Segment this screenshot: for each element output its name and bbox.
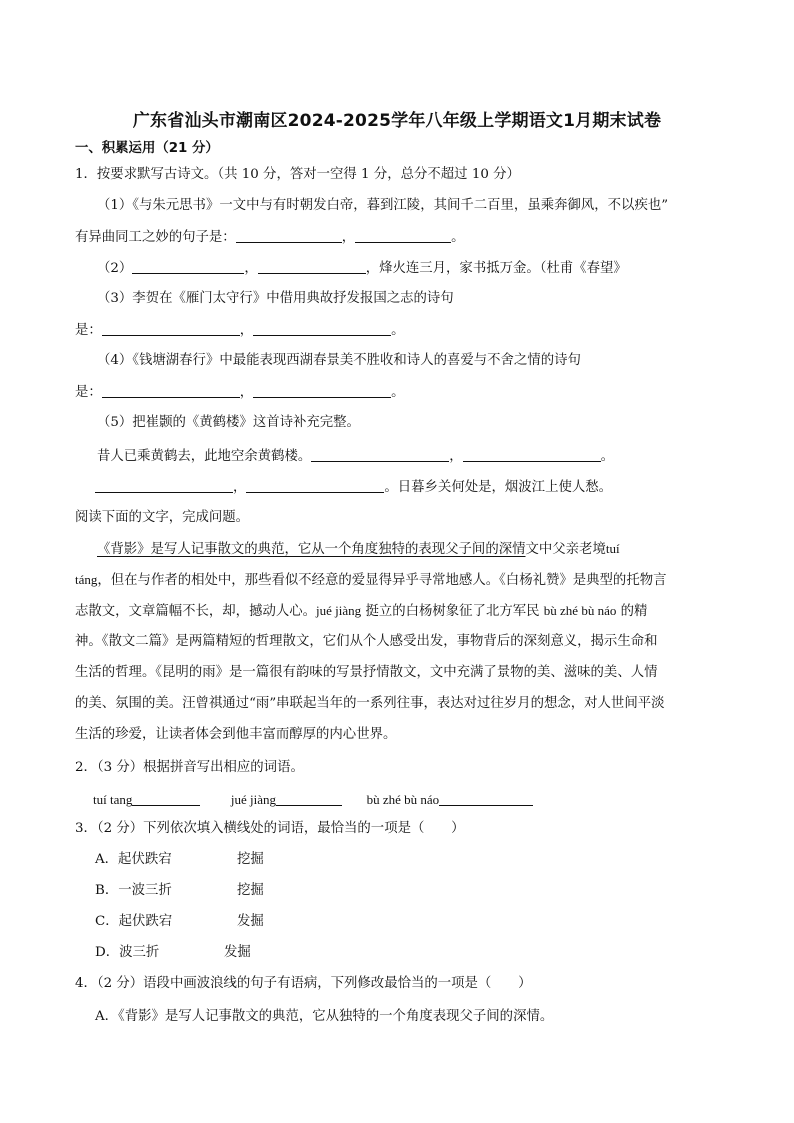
answer-blank[interactable]	[253, 383, 391, 398]
option-b[interactable]: B．一波三折 挖掘	[95, 883, 264, 898]
section-heading: 一、积累运用（21 分）	[75, 141, 219, 156]
pinyin-táng: táng	[75, 572, 98, 587]
question-4-option-a[interactable]: A．《背影》是写人记事散文的典范，它从独特的一个角度表现父子间的深情。	[95, 1009, 554, 1024]
question-1-part-4-text: （4）《钱塘湖春行》中最能表现西湖春景美不胜收和诗人的喜爱与不舍之情的诗句	[97, 353, 581, 368]
question-1-part-1-text: （1）《与朱元思书》一文中与有时朝发白帝，暮到江陵，其间千二百里，虽乘奔御风，不以疾也”	[97, 198, 669, 213]
answer-blank[interactable]	[132, 259, 244, 274]
answer-blank[interactable]	[439, 791, 533, 806]
passage-line-5: 生活的哲理。《昆明的雨》是一篇很有韵味的写景抒情散文，文中充满了景物的美、滋味的美、人情	[75, 665, 658, 680]
answer-blank[interactable]	[253, 321, 391, 336]
answer-blank[interactable]	[132, 791, 200, 806]
question-1-part-5-line-2: ， 。日暮乡关何处是，烟波江上使人愁。	[95, 478, 612, 497]
passage-line-4: 神。《散文二篇》是两篇精短的哲理散文，它们从个人感受出发，事物背后的深刻意义，揭示生命和	[75, 634, 658, 649]
question-1-part-4-answer: 是： ， 。	[75, 385, 405, 400]
pinyin-jue-jiang: jué jiàng	[316, 603, 362, 618]
pinyin-bu-zhe-bu-nao: bù zhé bù náo	[543, 603, 617, 618]
answer-blank[interactable]	[355, 228, 451, 243]
option-c[interactable]: C．起伏跌宕 发掘	[95, 914, 264, 929]
passage-line-1: 《背影》是写人记事散文的典范，它从一个角度独特的表现父子间的深情文中父亲老境tuí	[97, 541, 620, 557]
question-1-part-5-line-1: 昔人已乘黄鹤去，此地空余黄鹤楼。 ， 。	[97, 449, 615, 464]
answer-blank[interactable]	[463, 447, 601, 462]
question-1-part-3-text: （3）李贺在《雁门太守行》中借用典故抒发报国之志的诗句	[97, 291, 454, 306]
question-2-stem: 2．（3 分）根据拼音写出相应的词语。	[75, 760, 304, 775]
question-1-part-1-answer: 有异曲同工之妙的句子是： ， 。	[75, 230, 465, 245]
reading-instruction: 阅读下面的文字，完成问题。	[75, 510, 250, 525]
pinyin-tuí: tuí	[605, 541, 620, 556]
answer-blank[interactable]	[236, 228, 342, 243]
option-a[interactable]: A．起伏跌宕 挖掘	[95, 852, 264, 867]
passage-line-6: 的美、氛围的美。汪曾祺通过“雨”串联起当年的一系列往事，表达对过往岁月的想念，对人世间平淡	[75, 696, 665, 711]
question-2-blanks: tuí tang jué jiàng bù zhé bù náo	[93, 791, 533, 810]
answer-blank[interactable]	[246, 478, 384, 493]
question-4-stem: 4．（2 分）语段中画波浪线的句子有语病，下列修改最恰当的一项是（ ）	[75, 976, 532, 991]
passage-line-3: 志散文，文章篇幅不长，却，撼动人心。jué jiàng 挺立的白杨树象征了北方军民 bù zhé bù náo 的精	[75, 603, 648, 619]
option-d[interactable]: D．波三折 发掘	[95, 945, 251, 960]
answer-prompt: 有异曲同工之妙的句子是：	[75, 230, 236, 245]
question-1-part-5-text: （5）把崔颢的《黄鹤楼》这首诗补充完整。	[97, 415, 360, 430]
question-1-stem: 1．按要求默写古诗文。（共 10 分，答对一空得 1 分，总分不超过 10 分）	[75, 167, 520, 182]
page-title: 广东省汕头市潮南区2024-2025学年八年级上学期语文1月期末试卷	[132, 111, 662, 131]
answer-blank[interactable]	[95, 478, 233, 493]
passage-line-7: 生活的珍爱，让读者体会到他丰富而醇厚的内心世界。	[75, 727, 397, 742]
question-1-part-3-answer: 是： ， 。	[75, 323, 405, 338]
question-1-part-2: （2） ， ，烽火连三月，家书抵万金。（杜甫《春望》	[97, 261, 627, 276]
wavy-underlined-sentence: 《背影》是写人记事散文的典范，它从一个角度独特的表现父子间的深情	[97, 542, 526, 557]
passage-line-2: táng，但在与作者的相处中，那些看似不经意的爱显得异乎寻常地感人。《白杨礼赞》是典型的托物言	[75, 572, 667, 588]
answer-blank[interactable]	[258, 259, 366, 274]
question-3-stem: 3．（2 分）下列依次填入横线处的词语，最恰当的一项是（ ）	[75, 821, 465, 836]
answer-blank[interactable]	[311, 447, 449, 462]
answer-blank[interactable]	[102, 383, 240, 398]
answer-blank[interactable]	[276, 791, 342, 806]
answer-blank[interactable]	[102, 321, 240, 336]
